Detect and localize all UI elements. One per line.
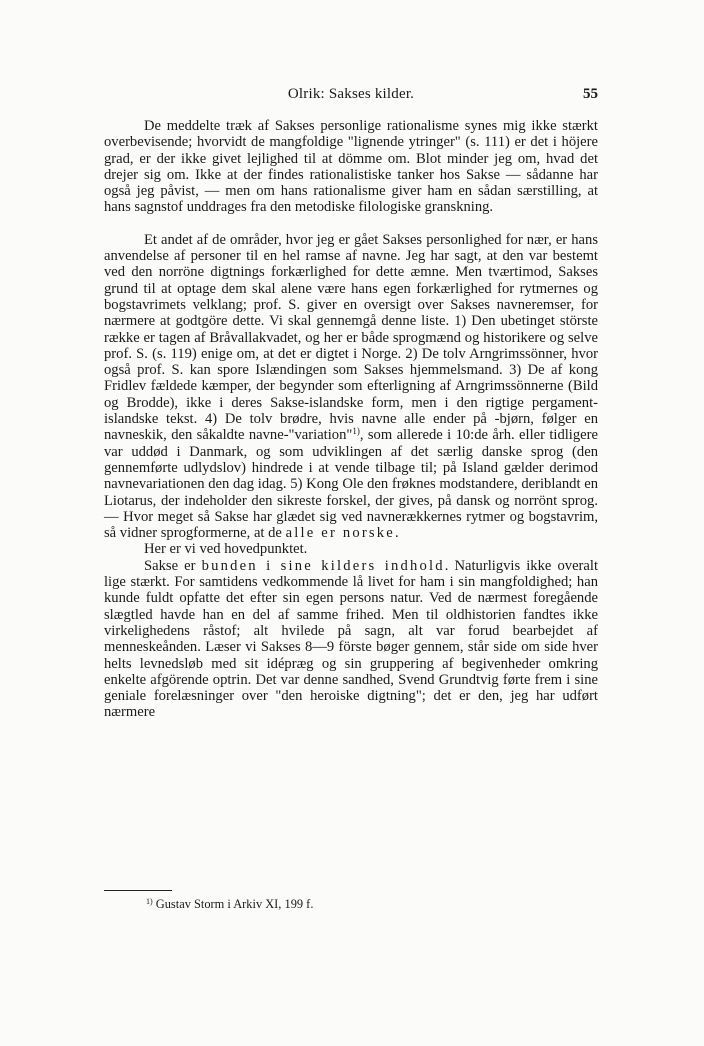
paragraph-1-text: De meddelte træk af Sakses personlige rationalisme synes mig ikke stærkt overbevisende; hvorvidt de mangfoldige "lignende ytringer" (s. 111) er det i höjere grad, er der ikke givet lejlighed til at dömme om. Blot minder jeg om, hvad det drejer sig om. Ikke at der findes rationalistiske tanker hos Sakse — sådanne har også jeg påvist, — men om hans rationalisme giver ham en sådan særstilling, at hans sagnstof unddrages fra den metodiske filologiske granskning.: [104, 118, 598, 216]
paragraph-1: [104, 118, 598, 216]
footnote-text: Gustav Storm i Arkiv XI, 199 f.: [155, 897, 314, 911]
paragraph-4-text-rest: . Naturligvis ikke overalt lige stærkt. For samtidens vedkommende lå livet for ham i sin mangfoldighed; han kunde fuldt opfatte det efter sin egen persons natur. Ved de nærmest foregående slægtled havde han en del af samme frihed. Men til oldhistorien fandtes ikke virkelighedens råstof; alt hvilede på sagn, alt var forud bearbejdet af menneskeånden. Læser vi Sakses 8—9 förste bøger gennem, står side om side hver helts levnedsløb med sit idépræg og sin gruppering af begivenheder omkring enkelte afgörende optrin. Det var denne sandhed, Svend Grundtvig førte frem i sine geniale forelæsninger over "den heroiske digtning"; det er den, jeg har udført nærmere: [104, 557, 599, 721]
footnote: [146, 897, 313, 912]
footnote-rule: [104, 890, 172, 891]
paragraph-3: [104, 541, 598, 557]
paragraph-2-text-a: Et andet af de områder, hvor jeg er gået Sakses personlighed for nær, er hans anvendelse af personer til en hel ramse af navne. Jeg har sagt, at den var bestemt ved den norröne digtnings forkærlighed for dette æmne. Men tværtimod, Sakses grund til at optage dem skal alene være hans egen forkærlighed for rytmernes og bogstavrimets velklang; prof. S. giver en oversigt over Sakses navneremser, for nærmere at godtgöre dette. Vi skal gennemgå denne liste. 1) Den ubetinget störste række er tagen af Bråvallakvadet, og her er både sprogmænd og historikere og selve prof. S. (s. 119) enige om, at det er digtet i Norge. 2) De tolv Arngrimssönner, hvor også prof. S. kan spore Islændingen som Sakses hjemmelsmand. 3) De af kong Fridlev fældede kæmper, der begynder som efterligning af Arngrimssönnerne (Bild og Brodde), ikke i deres Sakse-islandske form, men i den rigtige pergament-islandske tekst. 4) De tolv brødre, hvis navne alle ender på -bjørn, følger en navneskik, den såkaldte navne-"variation": [104, 231, 598, 444]
paragraph-3-text: Her er vi ved hovedpunktet.: [144, 541, 308, 558]
paragraph-2-text-b: , som allerede i 10:de årh. eller tidligere var uddød i Danmark, og som udviklingen af det særlig danske sprog (den gennemførte udlydslov) hindrede i at vende tilbage til; på Island gælder derimod navnevariationen den dag idag. 5) Kong Ole den frøknes modstandere, deriblandt en Liotarus, der indeholder den sikreste forskel, der gives, på dansk og norrönt sprog. — Hvor meget så Sakse har glædet sig ved navnerækkernes rytmer og bogstavrim, så vidner sprogformerne, at de: [104, 427, 598, 542]
page-number: 55: [583, 86, 598, 102]
running-header: [104, 86, 598, 106]
footnote-reference[interactable]: 1): [352, 426, 360, 437]
paragraph-4-text-start: Sakse er: [144, 557, 196, 574]
emphasis-spaced: bunden i sine kilders indhold: [201, 557, 445, 574]
paragraph-4: [104, 558, 598, 721]
body-text: [104, 118, 598, 721]
paragraph-2: [104, 232, 598, 542]
emphasis-spaced: alle er norske: [285, 525, 395, 542]
paragraph-2-end: .: [394, 525, 399, 542]
running-title: Olrik: Sakses kilder.: [287, 86, 415, 102]
footnote-marker: 1): [146, 897, 153, 906]
